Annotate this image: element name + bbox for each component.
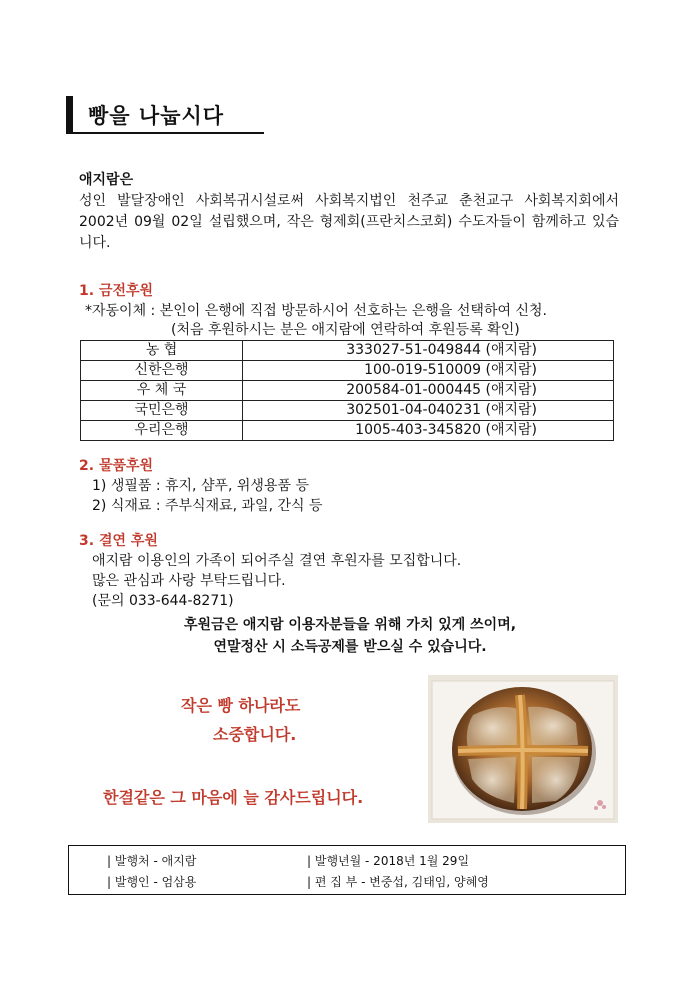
table-row (81, 421, 614, 441)
bank-account: 333027-51-049844 (애지람) (243, 341, 614, 361)
section1-heading (79, 280, 153, 300)
section1-number: 1. (79, 283, 95, 299)
intro-section (79, 170, 619, 254)
bread-illustration (428, 675, 618, 823)
publish-date-text: | 발행년월 - 2018년 1월 29일 (307, 854, 470, 868)
bank-name: 국민은행 (81, 401, 243, 421)
message-line3: 한결같은 그 마음에 늘 감사드립니다. (103, 788, 364, 807)
title-bar-decoration (66, 96, 73, 134)
bank-name: 신한은행 (81, 361, 243, 381)
bank-account: 302501-04-040231 (애지람) (243, 401, 614, 421)
section1-line1: *자동이체 : 본인이 은행에 직접 방문하시어 선호하는 은행을 선택하여 신청. (85, 303, 547, 319)
editors-text: | 편 집 부 - 변중섭, 김태임, 양혜영 (307, 875, 489, 889)
section3-line-1: 애지람 이용인의 가족이 되어주실 결연 후원자를 모집합니다. (92, 553, 462, 569)
section1-title: 금전후원 (98, 283, 154, 299)
bank-account: 100-019-510009 (애지람) (243, 361, 614, 381)
bank-account-table (80, 340, 614, 441)
bank-name: 우 체 국 (81, 381, 243, 401)
bank-name: 농 협 (81, 341, 243, 361)
section3-heading (79, 530, 158, 550)
section3-title: 결연 후원 (98, 533, 158, 549)
bank-name: 우리은행 (81, 421, 243, 441)
intro-heading: 애지람은 (79, 172, 134, 188)
bank-account: 200584-01-000445 (애지람) (243, 381, 614, 401)
section2-item-2: 2) 식재료 : 주부식재료, 과일, 간식 등 (92, 498, 323, 514)
bank-account: 1005-403-345820 (애지람) (243, 421, 614, 441)
section3-line-2: 많은 관심과 사랑 부탁드립니다. (92, 573, 286, 589)
table-row (81, 381, 614, 401)
table-row (81, 361, 614, 381)
issuer-text: | 발행인 - 엄삼용 (107, 875, 197, 889)
section2-heading (79, 455, 153, 475)
publisher-text: | 발행처 - 애지람 (107, 854, 197, 868)
section1-line2: (처음 후원하시는 분은 애지람에 연락하여 후원등록 확인) (171, 322, 520, 338)
table-row (81, 401, 614, 421)
section2-number: 2. (79, 458, 95, 474)
section2-title: 물품후원 (98, 458, 154, 474)
title-underline (66, 132, 264, 134)
page-title-block (66, 96, 264, 134)
message-line1: 작은 빵 하나라도 (181, 696, 301, 715)
section2-item-1: 1) 생필품 : 휴지, 샴푸, 위생용품 등 (92, 478, 309, 494)
intro-body: 성인 발달장애인 사회복귀시설로써 사회복지법인 천주교 춘천교구 사회복지회에서 2002년 09월 02일 설립했으며, 작은 형제회(프란치스코회) 수도자들이 함께하고 있습니다. (79, 193, 619, 251)
bread-photo (428, 675, 618, 823)
table-row (81, 341, 614, 361)
publication-info-box (68, 845, 626, 895)
section3-contact: (문의 033-644-8271) (92, 593, 234, 609)
page-title: 빵을 나눕시다 (88, 104, 225, 128)
tax-note-line2: 연말정산 시 소득공제를 받으실 수 있습니다. (213, 639, 487, 655)
message-line2: 소중합니다. (213, 725, 297, 744)
tax-note-line1: 후원금은 애지람 이용자분들을 위해 가치 있게 쓰이며, (183, 617, 517, 633)
section3-number: 3. (79, 533, 95, 549)
